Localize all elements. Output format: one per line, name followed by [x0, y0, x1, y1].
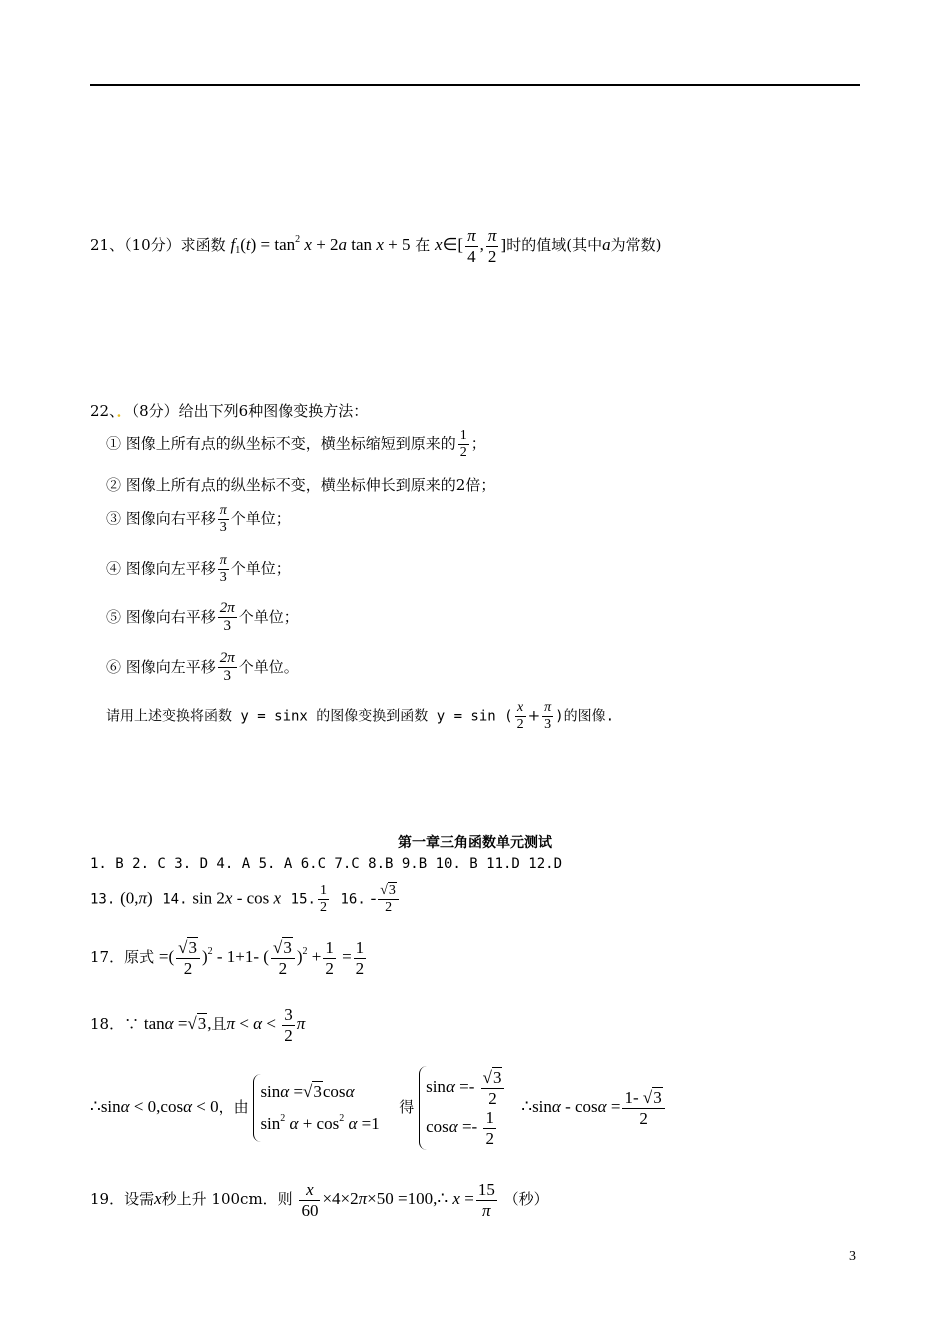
answers-title: 第一章三角函数单元测试: [398, 835, 552, 851]
answer-18-premise: 18．∵ tanα =√3,且π < α < $\frac{3}{2}$ π: [90, 1005, 306, 1045]
equation-system: sinα =√3cosα $\sin^2 \alpha + \cos^2 \alpha =1$: [253, 1074, 389, 1143]
transform-item-5: ⑤ 图像向右平移 $\frac{2\pi}{3}$ 个单位；: [106, 600, 299, 635]
solution-system: sinα =- $\frac{√3}{2}$ cosα =- $\frac{1}{2}$: [419, 1066, 516, 1150]
transform-item-3: ③ 图像向右平移 $\frac{\pi}{3}$ 个单位；: [106, 503, 291, 536]
answers-13-16: 13. (0,π) 14. sin 2x - cos x 15. $\frac{1}{2}$ 16. - $\frac{√3}{2}$: [90, 883, 401, 916]
function-definition: $f_1(t) = \tan^2 x + 2a$ tan x + 5: [230, 233, 411, 256]
choice-answers: 1. B 2. C 3. D 4. A 5. A 6.C 7.C 8.B 9.B 10. B 11.D 12.D: [90, 856, 563, 872]
transform-item-4: ④ 图像向左平移 $\frac{\pi}{3}$ 个单位；: [106, 553, 291, 586]
answer-18-solution: ∴sinα < 0,cosα < 0，由 sinα =√3cosα $\sin^2 \alpha + \cos^2 \alpha =1$ 得 sinα =- $\frac{√3}{2}$ cosα =- $\frac{1}{2}$ ∴sinα - cosα = $\frac{1- √3}{2}$: [90, 1066, 667, 1150]
header-rule: [90, 84, 860, 86]
question-21: 21、（10分）求函数 $f_1(t) = \tan^2 x + 2a$ tan x + 5 在 x∈[ $\frac{\pi}{4}$ , $\frac{\pi}{2}$ ]时的值域(其中a为常数): [90, 226, 662, 266]
transform-item-6: ⑥ 图像向左平移 $\frac{2\pi}{3}$ 个单位。: [106, 650, 299, 685]
page-number: 3: [849, 1249, 856, 1264]
transform-item-2: ② 图像上所有点的纵坐标不变，横坐标伸长到原来的2倍；: [106, 476, 496, 494]
answer-17: 17．原式 =( $\frac{√3}{2}$ )$^2$ - 1+1- ( $\frac{√3}{2}$ )$^2$ + $\frac{1}{2}$ = $\frac{1}{2}$: [90, 938, 365, 978]
question-22-heading: 22、．（8分）给出下列6种图像变换方法：: [90, 402, 369, 420]
domain-interval: x∈[ $\frac{\pi}{4}$ , $\frac{\pi}{2}$: [435, 226, 497, 266]
answer-19: 19．设需x秒上升 100cm．则 $\frac{x}{60}$ ×4×2π×50 =100,∴ x = $\frac{15}{\pi}$ （秒）: [90, 1180, 549, 1220]
question-22-request: 请用上述变换将函数 y = sinx 的图像变换到函数 y = sin ( $\frac{x}{2}$ + $\frac{\pi}{3}$ )的图像.: [106, 700, 615, 733]
transform-item-1: ① 图像上所有点的纵坐标不变，横坐标缩短到原来的 $\frac{1}{2}$ ；: [106, 428, 486, 461]
